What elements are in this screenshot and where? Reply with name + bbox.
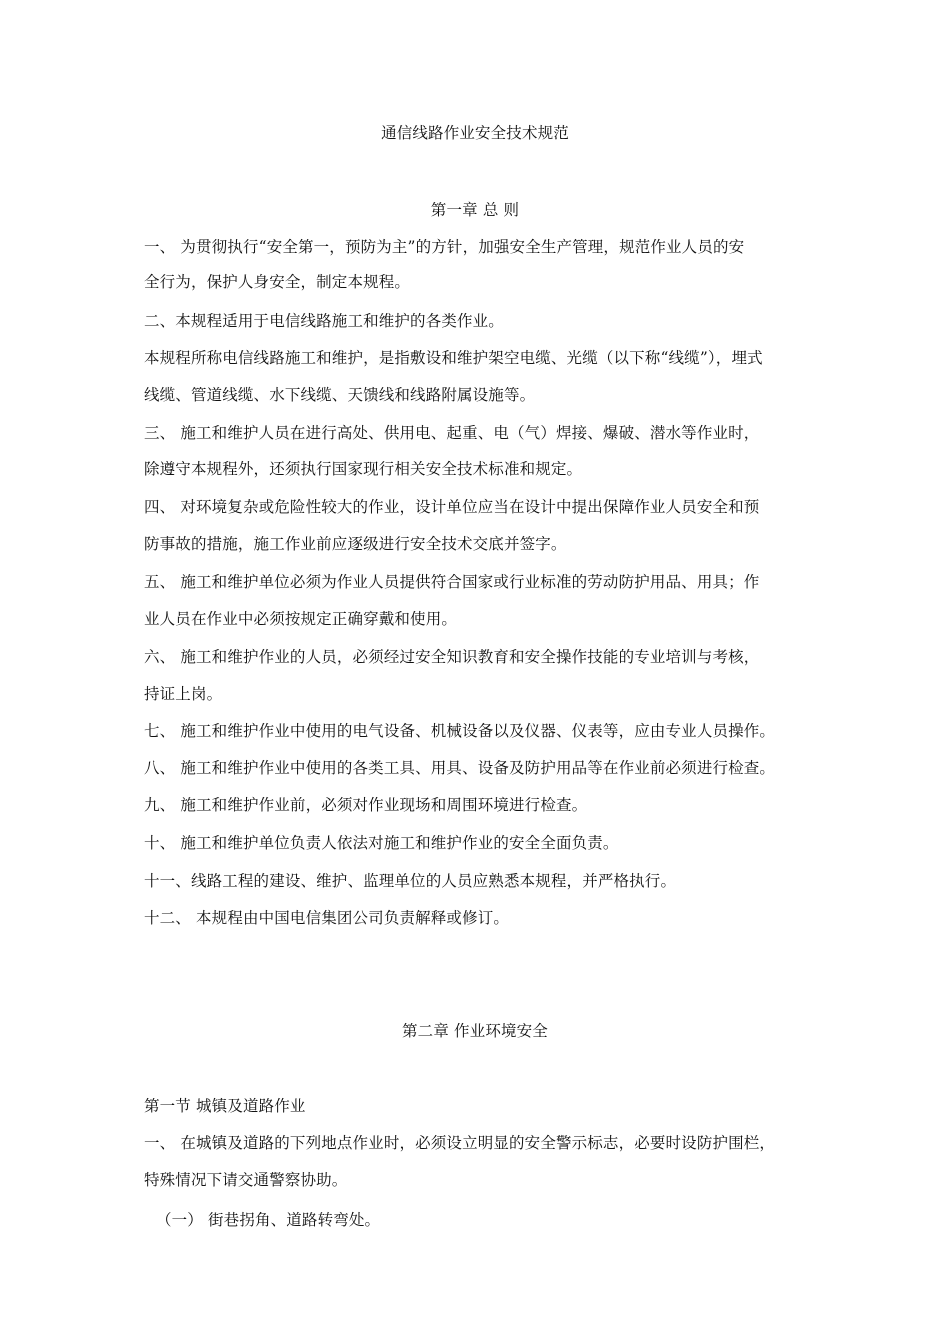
paragraph-line: 防事故的措施，施工作业前应逐级进行安全技术交底并签字。 — [144, 535, 567, 553]
paragraph-line: 特殊情况下请交通警察协助。 — [144, 1171, 348, 1189]
paragraph-line: 全行为，保护人身安全，制定本规程。 — [144, 273, 411, 291]
chapter-1-heading: 第一章 总 则 — [430, 201, 520, 219]
paragraph-line: 本规程所称电信线路施工和维护，是指敷设和维护架空电缆、光缆（以下称“线缆”），埋式 — [144, 349, 763, 367]
paragraph-line: 四、 对环境复杂或危险性较大的作业，设计单位应当在设计中提出保障作业人员安全和预 — [144, 498, 760, 516]
list-item: （一） 街巷拐角、道路转弯处。 — [156, 1211, 381, 1229]
paragraph-line: 一、 为贯彻执行“安全第一，预防为主”的方针，加强安全生产管理，规范作业人员的安 — [144, 238, 745, 256]
paragraph-line: 一、 在城镇及道路的下列地点作业时，必须设立明显的安全警示标志，必要时设防护围栏， — [144, 1134, 776, 1152]
paragraph-line: 十二、 本规程由中国电信集团公司负责解释或修订。 — [144, 909, 510, 927]
paragraph-line: 十一、线路工程的建设、维护、监理单位的人员应熟悉本规程，并严格执行。 — [144, 872, 677, 890]
paragraph-line: 八、 施工和维护作业中使用的各类工具、用具、设备及防护用品等在作业前必须进行检查。 — [144, 759, 776, 777]
paragraph-line: 七、 施工和维护作业中使用的电气设备、机械设备以及仪器、仪表等，应由专业人员操作。 — [144, 722, 776, 740]
paragraph-line: 六、 施工和维护作业的人员，必须经过安全知识教育和安全操作技能的专业培训与考核， — [144, 648, 760, 666]
paragraph-line: 十、 施工和维护单位负责人依法对施工和维护作业的安全全面负责。 — [144, 834, 619, 852]
paragraph-line: 五、 施工和维护单位必须为作业人员提供符合国家或行业标准的劳动防护用品、用具；作 — [144, 573, 760, 591]
document-title: 通信线路作业安全技术规范 — [381, 124, 569, 142]
paragraph-line: 业人员在作业中必须按规定正确穿戴和使用。 — [144, 610, 458, 628]
paragraph-line: 九、 施工和维护作业前，必须对作业现场和周围环境进行检查。 — [144, 796, 588, 814]
paragraph-line: 除遵守本规程外，还须执行国家现行相关安全技术标准和规定。 — [144, 460, 583, 478]
paragraph-line: 二、本规程适用于电信线路施工和维护的各类作业。 — [144, 312, 504, 330]
chapter-2-heading: 第二章 作业环境安全 — [402, 1022, 548, 1040]
paragraph-line: 三、 施工和维护人员在进行高处、供用电、起重、电（气）焊接、爆破、潜水等作业时， — [144, 424, 760, 442]
paragraph-line: 持证上岗。 — [144, 685, 223, 703]
section-1-heading: 第一节 城镇及道路作业 — [144, 1097, 306, 1115]
paragraph-line: 线缆、管道线缆、水下线缆、天馈线和线路附属设施等。 — [144, 386, 536, 404]
